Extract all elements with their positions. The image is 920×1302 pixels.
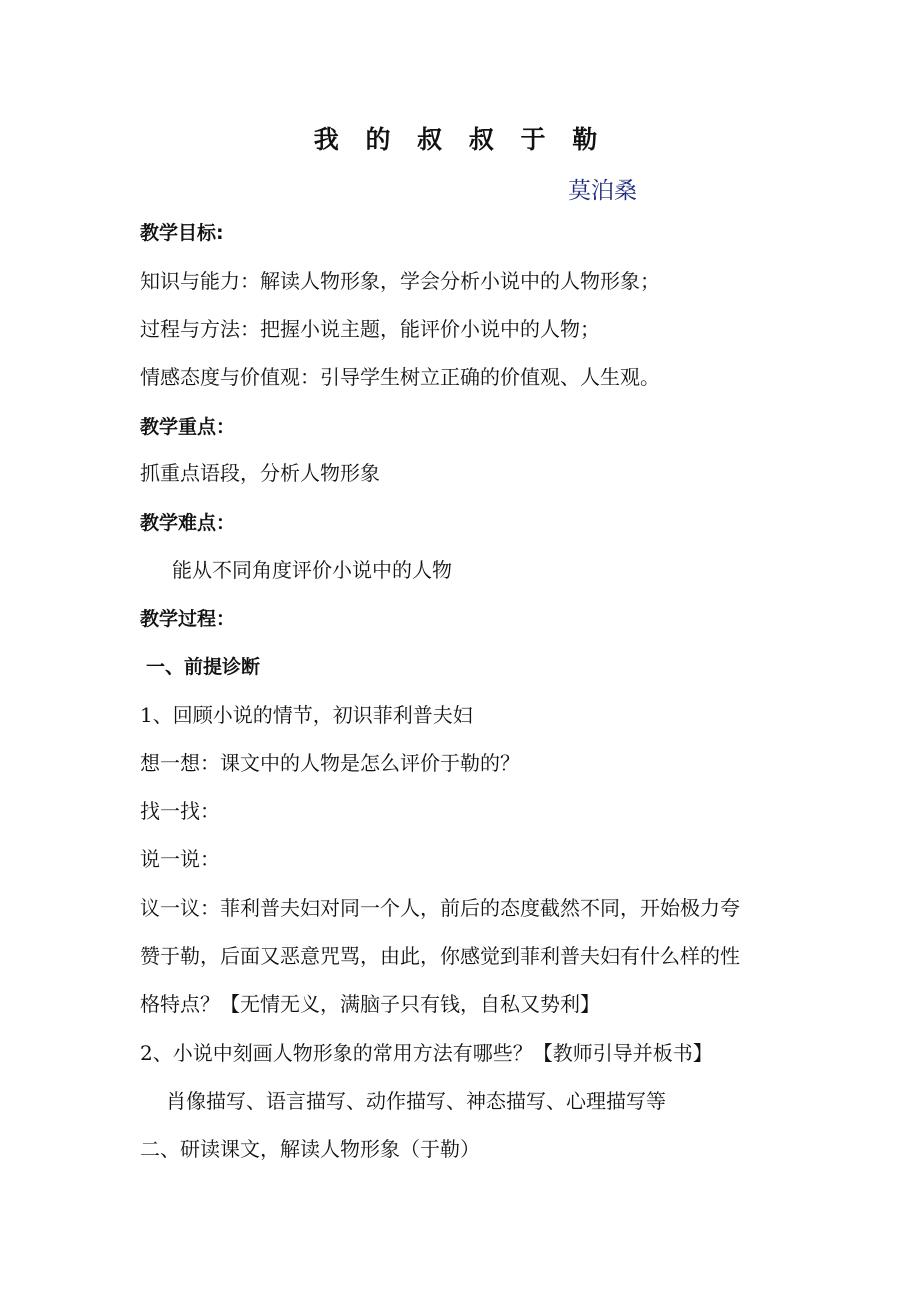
paragraph-line: 肖像描写、语言描写、动作描写、神态描写、心理描写等 [166,1089,666,1113]
section-heading-difficulties: 教学难点： [140,512,236,534]
difficulty-text: 能从不同角度评价小说中的人物 [172,558,452,582]
objective-emotion: 情感态度与价值观：引导学生树立正确的价值观、人生观。 [140,365,660,389]
subsection-heading-diagnosis: 一、前提诊断 [146,656,261,678]
list-item: 想一想：课文中的人物是怎么评价于勒的？ [140,751,520,775]
list-item: 1、回顾小说的情节，初识菲利普夫妇 [140,703,473,727]
objective-process: 过程与方法：把握小说主题，能评价小说中的人物； [140,317,600,341]
paragraph-line: 议一议：菲利普夫妇对同一个人，前后的态度截然不同，开始极力夸 [140,896,740,920]
author-name: 莫泊桑 [568,178,637,204]
list-item: 2、小说中刻画人物形象的常用方法有哪些？【教师引导并板书】 [140,1041,713,1065]
paragraph-line: 格特点？【无情无义，满脑子只有钱，自私又势利】 [140,992,600,1016]
section-heading-process: 教学过程： [140,608,236,630]
section-heading-key-points: 教学重点： [140,416,236,438]
objective-knowledge: 知识与能力：解读人物形象，学会分析小说中的人物形象； [140,269,660,293]
section-heading-objectives: 教学目标: [140,222,224,244]
list-item: 找一找： [140,799,220,823]
paragraph-line: 赞于勒，后面又恶意咒骂，由此，你感觉到菲利普夫妇有什么样的性 [140,944,740,968]
list-item: 说一说： [140,847,220,871]
subsection-heading-study: 二、研读课文，解读人物形象（于勒） [140,1137,480,1161]
document-title: 我 的 叔 叔 于 勒 [313,125,607,154]
key-point-text: 抓重点语段，分析人物形象 [140,461,380,485]
